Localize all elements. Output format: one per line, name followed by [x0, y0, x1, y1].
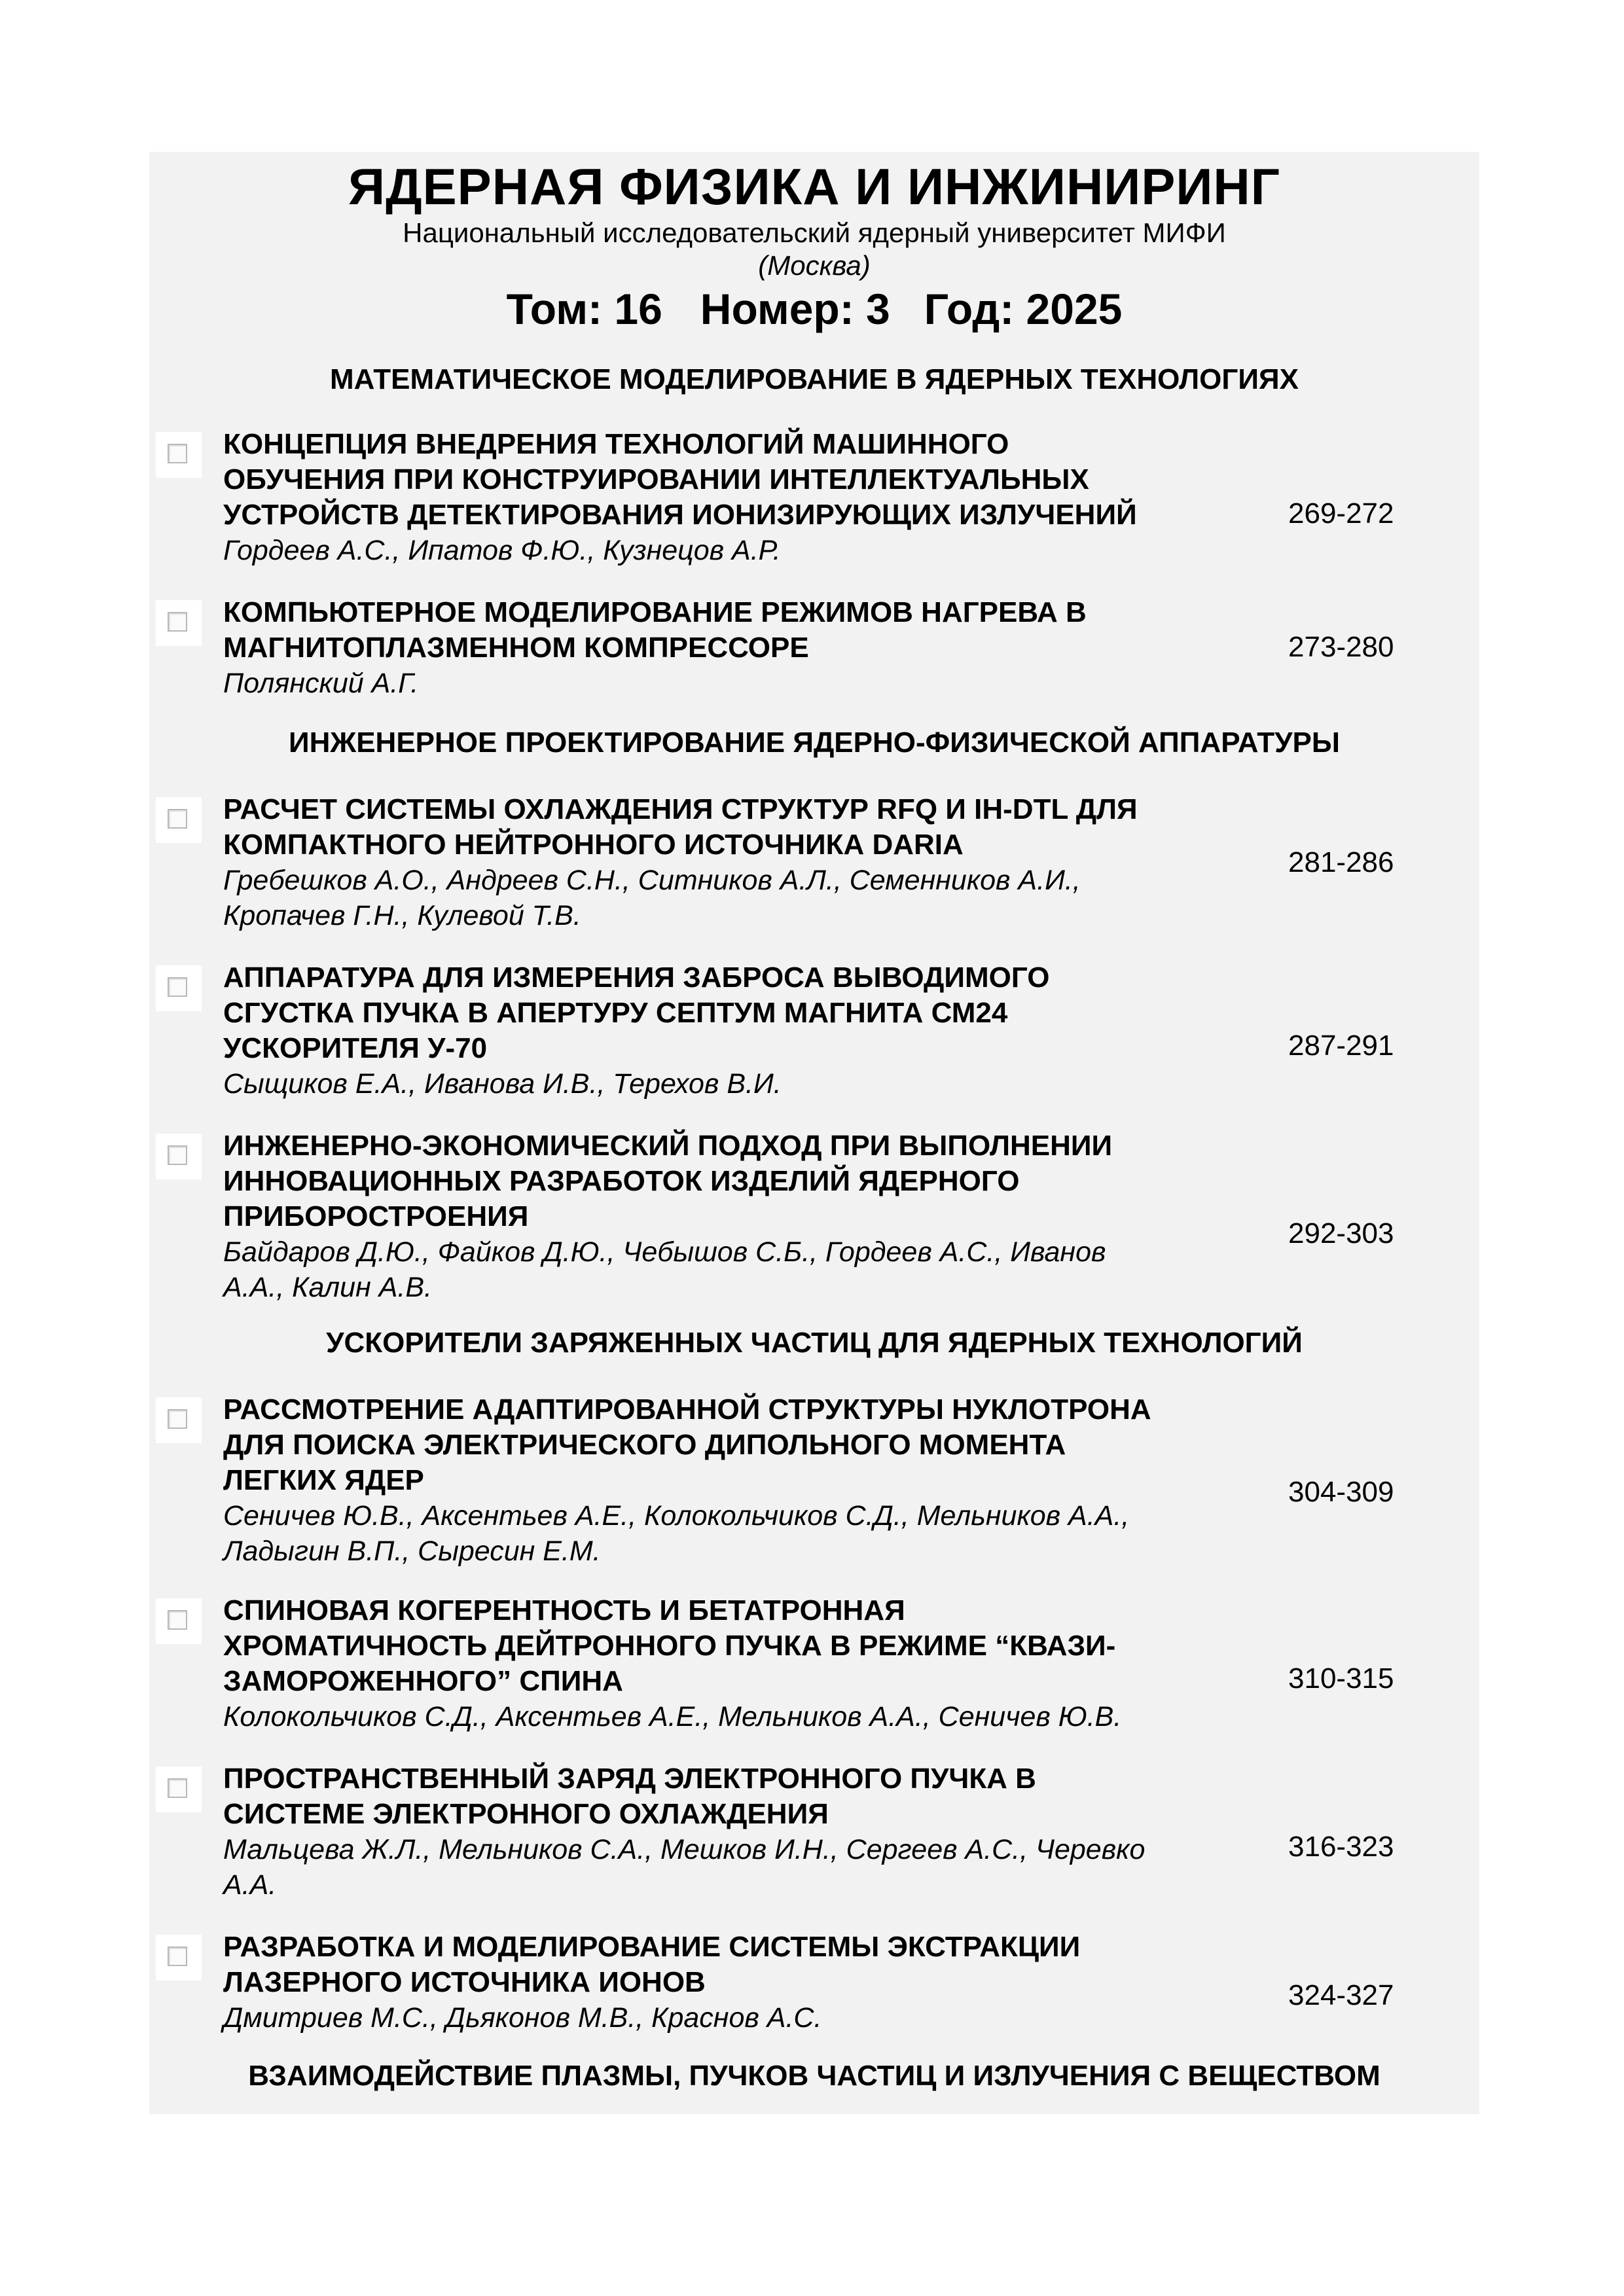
article-item	[149, 960, 1479, 1111]
article-pages: 273-280	[1288, 631, 1394, 663]
article-item	[149, 1128, 1479, 1312]
article-pages: 324-327	[1288, 1979, 1394, 2011]
article-authors: Дмитриев М.С., Дьяконов М.В., Краснов А.С.	[223, 2002, 822, 2034]
select-checkbox[interactable]	[156, 1134, 202, 1179]
article-item	[149, 792, 1479, 942]
article-item	[149, 427, 1479, 577]
select-checkbox[interactable]	[156, 432, 202, 478]
section-heading: МАТЕМАТИЧЕСКОЕ МОДЕЛИРОВАНИЕ В ЯДЕРНЫХ ТЕХНОЛОГИЯХ	[330, 363, 1299, 395]
number-label: Номер: 3	[700, 285, 890, 333]
article-authors: Гребешков А.О., Андреев С.Н., Ситников А.Л., Семенников А.И., Кропачев Г.Н., Кулевой Т.В.	[223, 865, 1081, 931]
contents-panel	[149, 152, 1479, 2114]
article-pages: 281-286	[1288, 846, 1394, 878]
article-title[interactable]: СПИНОВАЯ КОГЕРЕНТНОСТЬ И БЕТАТРОННАЯ ХРОМАТИЧНОСТЬ ДЕЙТРОННОГО ПУЧКА В РЕЖИМЕ “КВАЗИ- ЗАМОРОЖЕННОГО” СПИНА	[223, 1594, 1116, 1697]
article-pages: 292-303	[1288, 1217, 1394, 1249]
article-authors: Сыщиков Е.А., Иванова И.В., Терехов В.И.	[223, 1068, 782, 1100]
select-checkbox[interactable]	[156, 1598, 202, 1644]
select-checkbox[interactable]	[156, 1767, 202, 1812]
article-item	[149, 1929, 1479, 2047]
select-checkbox[interactable]	[156, 1397, 202, 1443]
issue-info	[149, 284, 1479, 334]
journal-title: ЯДЕРНАЯ ФИЗИКА И ИНЖИНИРИНГ	[348, 158, 1280, 215]
year-label: Год: 2025	[924, 285, 1123, 333]
article-pages: 316-323	[1288, 1831, 1394, 1863]
article-pages: 304-309	[1288, 1476, 1394, 1508]
article-item	[149, 1392, 1479, 1575]
article-authors: Байдаров Д.Ю., Файков Д.Ю., Чебышов С.Б., Гордеев А.С., Иванов А.А., Калин А.В.	[223, 1236, 1106, 1303]
section-heading: УСКОРИТЕЛИ ЗАРЯЖЕННЫХ ЧАСТИЦ ДЛЯ ЯДЕРНЫХ ТЕХНОЛОГИЙ	[326, 1327, 1303, 1359]
article-authors: Колокольчиков С.Д., Аксентьев А.Е., Мельников А.А., Сеничев Ю.В.	[223, 1701, 1122, 1732]
article-authors: Мальцева Ж.Л., Мельников С.А., Мешков И.Н., Сергеев А.С., Черевко А.А.	[223, 1834, 1146, 1901]
select-checkbox[interactable]	[156, 797, 202, 843]
article-authors: Гордеев А.С., Ипатов Ф.Ю., Кузнецов А.Р.	[223, 535, 781, 566]
article-title[interactable]: КОНЦЕПЦИЯ ВНЕДРЕНИЯ ТЕХНОЛОГИЙ МАШИННОГО ОБУЧЕНИЯ ПРИ КОНСТРУИРОВАНИИ ИНТЕЛЛЕКТУАЛЬНЫХ УСТРОЙСТВ ДЕТЕКТИРОВАНИЯ ИОНИЗИРУЮЩИХ ИЗЛУЧЕНИЙ	[223, 428, 1137, 531]
article-title[interactable]: ПРОСТРАНСТВЕННЫЙ ЗАРЯД ЭЛЕКТРОННОГО ПУЧКА В СИСТЕМЕ ЭЛЕКТРОННОГО ОХЛАЖДЕНИЯ	[223, 1763, 1036, 1830]
article-item	[149, 595, 1479, 713]
publisher-city: (Москва)	[758, 250, 871, 281]
select-checkbox[interactable]	[156, 965, 202, 1011]
section-heading: ИНЖЕНЕРНОЕ ПРОЕКТИРОВАНИЕ ЯДЕРНО-ФИЗИЧЕСКОЙ АППАРАТУРЫ	[289, 726, 1340, 759]
article-title[interactable]: КОМПЬЮТЕРНОЕ МОДЕЛИРОВАНИЕ РЕЖИМОВ НАГРЕВА В МАГНИТОПЛАЗМЕННОМ КОМПРЕССОРЕ	[223, 596, 1087, 664]
article-item	[149, 1593, 1479, 1744]
article-pages: 310-315	[1288, 1662, 1394, 1695]
article-title[interactable]: РАЗРАБОТКА И МОДЕЛИРОВАНИЕ СИСТЕМЫ ЭКСТРАКЦИИ ЛАЗЕРНОГО ИСТОЧНИКА ИОНОВ	[223, 1931, 1081, 1998]
article-pages: 287-291	[1288, 1030, 1394, 1062]
article-pages: 269-272	[1288, 497, 1394, 529]
section-heading: ВЗАИМОДЕЙСТВИЕ ПЛАЗМЫ, ПУЧКОВ ЧАСТИЦ И ИЗЛУЧЕНИЯ С ВЕЩЕСТВОМ	[248, 2060, 1380, 2092]
article-item	[149, 1761, 1479, 1912]
article-title[interactable]: ИНЖЕНЕРНО-ЭКОНОМИЧЕСКИЙ ПОДХОД ПРИ ВЫПОЛНЕНИИ ИННОВАЦИОННЫХ РАЗРАБОТОК ИЗДЕЛИЙ ЯДЕРНОГО ПРИБОРОСТРОЕНИЯ	[223, 1130, 1113, 1232]
select-checkbox[interactable]	[156, 600, 202, 646]
publisher-name: Национальный исследовательский ядерный университет МИФИ	[403, 217, 1226, 248]
select-checkbox[interactable]	[156, 1935, 202, 1981]
article-title[interactable]: РАСЧЕТ СИСТЕМЫ ОХЛАЖДЕНИЯ СТРУКТУР RFQ И IH-DTL ДЛЯ КОМПАКТНОГО НЕЙТРОННОГО ИСТОЧНИКА DARIA	[223, 793, 1138, 861]
article-authors: Полянский А.Г.	[223, 668, 419, 699]
volume-label: Том: 16	[506, 285, 662, 333]
article-title[interactable]: АППАРАТУРА ДЛЯ ИЗМЕРЕНИЯ ЗАБРОСА ВЫВОДИМОГО СГУСТКА ПУЧКА В АПЕРТУРУ СЕПТУМ МАГНИТА СМ24 УСКОРИТЕЛЯ У-70	[223, 961, 1050, 1064]
article-authors: Сеничев Ю.В., Аксентьев А.Е., Колокольчиков С.Д., Мельников А.А., Ладыгин В.П., Сыресин Е.М.	[223, 1500, 1130, 1567]
article-title[interactable]: РАССМОТРЕНИЕ АДАПТИРОВАННОЙ СТРУКТУРЫ НУКЛОТРОНА ДЛЯ ПОИСКА ЭЛЕКТРИЧЕСКОГО ДИПОЛЬНОГО МОМЕНТА ЛЕГКИХ ЯДЕР	[223, 1393, 1151, 1496]
